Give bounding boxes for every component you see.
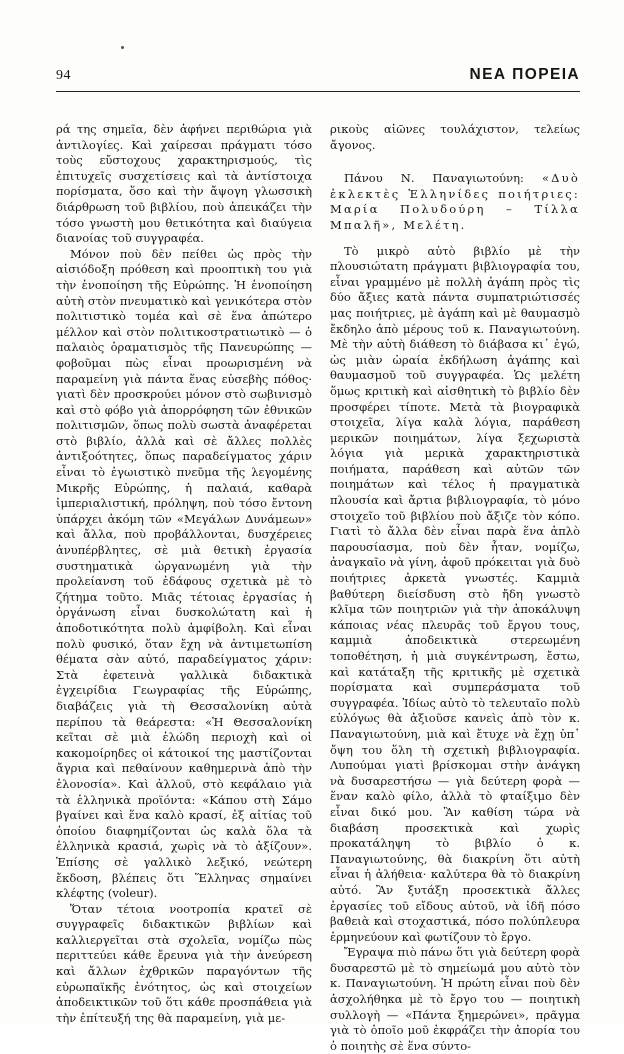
left-paragraph-2: Μόνον ποὺ δὲν πείθει ὡς πρὸς τὴν αἰσιόδοξη πρόθεση καὶ προοπτικὴ του γιὰ τὴν ἑνοποίηση τῆς Εὐρώπης. Ἡ ἑνοποίηση αὐτὴ στὸν πνευματικὸ καὶ γενικότερα στὸν πολιτιστικὸ τομέα καὶ σὲ ἕνα ἀπώτερο μέλλον καὶ στὸν πολιτικοστρατιωτικὸ — ὁ παλαιὸς ὁραματισμὸς τῆς Πανευρώπης — φοβοῦμαι πὼς εἶναι προωρισμένη νὰ παραμείνη γιὰ πάντα ἕνας εὐσεβὴς πόθος· γιατὶ δὲν προσκρούει μόνον στὸ σωβινισμὸ καὶ στὸ φόβο γιὰ ἀπορρόφηση τῶν ἐθνικῶν πολιτισμῶν, ὅπως πολὺ σωστὰ ἀναφέρεται στὸ βιβλίο, ἀλλὰ καὶ σὲ ἄλλες πολλὲς ἀντιξοότητες, ὅπως παραδείγματος χάριν εἶναι τὸ ἐγωιστικὸ πνεῦμα τῆς λεγομένης Μικρῆς Εὐρώπης, ἡ παλαιά, καθαρὰ ἰμπεριαλιστική, πρόληψη, ποὺ τόσο ἔντονη ὑπάρχει ἀκόμη τῶν «Μεγάλων Δυνάμεων» καὶ ἄλλα, ποὺ προβάλλονται, δυσχέρειες ἀνυπέρβλητες, σὲ μιὰ θετικὴ ἐργασία συστηματικὰ ὠργανωμένη γιὰ τὴν προλείανση τοῦ ἐδάφους σχετικὰ μὲ τὸ ζήτημα τοῦτο. Μιᾶς τέτοιας ἐργασίας ἡ ὀργάνωση εἶναι δυσκολώτατη καὶ ἡ ἀποδοτικότητα πολὺ ἀμφίβολη. Καὶ εἶναι πολὺ φυσικό, ὅταν ἔχη νὰ ἀντιμετωπίση θέματα σὰν αὐτό, παραδείγματος χάριν: Στὰ ἐφετεινὰ γαλλικὰ διδακτικὰ ἐγχειρίδια Γεωγραφίας τῆς Εὐρώπης, διαβάζεις γιὰ τὴ Θεσσαλονίκη αὐτὰ περίπου τὰ θεάρεστα: «Ἡ Θεσσαλονίκη κεῖται σὲ μιὰ ἑλώδη περιοχὴ καὶ οἱ κακομοίρηδες οἱ κάτοικοί της μαστίζονται ἄγρια καὶ πεθαίνουν καθημερινὰ ἀπὸ τὴν ἑλονοσία». Καὶ ἀλλοῦ, στὸ κεφάλαιο γιὰ τὰ ἑλληνικὰ προϊόντα: «Κάπου στὴ Σάμο βγαίνει καὶ ἕνα καλὸ κρασί, ἐξ αἰτίας τοῦ ὁποίου διαφημίζονται ὡς καλὰ ὅλα τὰ ἑλληνικὰ κρασιά, χωρὶς νὰ τὸ ἀξίζουν». Ἐπίσης σὲ γαλλικὸ λεξικό, νεώτερη ἔκδοση, βλέπεις ὅτι Ἕλληνας σημαίνει κλέφτης (voleur). [56, 246, 312, 901]
page-number: 94 [56, 68, 71, 83]
print-speck [121, 46, 124, 49]
review-book-title: «Δυὸ ἐκλεκτὲς Ἑλληνίδες ποιήτριες: Μαρία Πολυδούρη – Τίλλα Μπαλῆ», Μελέτη. [330, 171, 580, 232]
review-author: Πάνου Ν. Παναγιωτούνη: [344, 171, 524, 186]
right-paragraph-3: Ἔγραψα πιὸ πάνω ὅτι γιὰ δεύτερη φορὰ δυσαρεστῶ μὲ τὸ σημείωμά μου αὐτὸ τὸν κ. Παναγιωτούνη. Ἡ πρώτη εἶναι ποὺ δὲν ἀσχολήθηκα μὲ τὸ ἔργο του — ποιητικὴ συλλογὴ — «Πάντα ξημερώνει», πρᾶγμα γιὰ τὸ ὁποῖο μοῦ ἐκφράζει τὴν ἀπορία του ὁ ποιητὴς σὲ ἕνα σύντο- [330, 945, 580, 1053]
page-header [56, 68, 580, 90]
header-rule [56, 91, 580, 92]
right-paragraph-2: Τὸ μικρὸ αὐτὸ βιβλίο μὲ τὴν πλουσιώτατη πράγματι βιβλιογραφία του, εἶναι γραμμένο μὲ πολλὴ ἀγάπη πρὸς τὶς δύο ἄξιες κατὰ πάντα συμπατριώτισσές μας ποιήτριες, μὲ ἀγάπη καὶ μὲ θαυμασμὸ ἔκδηλο ἀπὸ μέρους τοῦ κ. Παναγιωτούνη. Μὲ τὴν αὐτὴ διάθεση τὸ διάβασα κι᾿ ἐγώ, ὡς μιὰν ὡραία ἐκδήλωση ἀγάπης καὶ θαυμασμοῦ τοῦ συγγραφέα. Ὡς μελέτη ὅμως κριτικὴ καὶ αἰσθητικὴ τὸ βιβλίο δὲν προσφέρει τίποτε. Μετὰ τὰ βιογραφικὰ στοιχεῖα, λίγα καλὰ λόγια, παράθεση μερικῶν ποιημάτων, λίγα ξεχωριστὰ λόγια γιὰ μερικὰ χαρακτηριστικὰ ποιήματα, παράθεση καὶ αὐτῶν τῶν ποιημάτων καὶ τέλος ἡ πραγματικὰ πλουσία καὶ ἄρτια βιβλιογραφία, τὸ μόνο στοιχεῖο τοῦ βιβλίου ποὺ ἄξιζε τὸν κόπο. Γιατὶ τὸ ἄλλα δὲν εἶναι παρὰ ἕνα ἁπλὸ παρουσίασμα, ποὺ δὲν ἦταν, νομίζω, ἀναγκαῖο νὰ γίνη, ἀφοῦ πρόκειται γιὰ δυὸ ποιήτριες ἀρκετὰ γνωστές. Καμμιὰ βαθύτερη διείσδυση στὸ ἤδη γνωστὸ κλῖμα τῶν ποιητριῶν γιὰ τὴν ἀποκάλυψη κάποιας νέας πλευρᾶς τοῦ ἔργου τους, καμμιὰ ἀποδεικτικὰ στερεωμένη τοποθέτηση, ἡ μιὰ συγκέντρωση, ἔστω, καὶ κατάταξη τῆς κριτικῆς μὲ σχετικὰ πορίσματα καὶ συμπεράσματα τοῦ συγγραφέα. Ἰδίως αὐτὸ τὸ τελευταῖο πολὺ εὐλόγως θὰ ἀξιοῦσε κανεὶς ἀπὸ τὸν κ. Παναγιωτούνη, μιὰ καὶ ἔτυχε νὰ ἔχῃ ὑπ᾿ ὄψη του ὅλη τὴ σχετικὴ βιβλιογραφία. Λυπούμαι γιατὶ βρίσκομαι στὴν ἀνάγκη νὰ δυσαρεστήσω — γιὰ δεύτερη φορὰ — ἕναν καλὸ φίλο, ἀλλὰ τὸ φταίξιμο δὲν εἶναι δικό μου. Ἂν καθίση τώρα νὰ διαβάση προσεκτικὰ καὶ χωρὶς προκατάληψη τὸ βιβλίο ὁ κ. Παναγιωτούνης, θὰ διακρίνη ὅτι αὐτὴ εἶναι ἡ ἀλήθεια· καλύτερα θὰ τὸ διακρίνη αὐτό. Ἂν ξυτάξη προσεκτικὰ ἄλλες ἐργασίες τοῦ εἴδους αὐτοῦ, νὰ ἰδῆ πόσο βαθειὰ καὶ στοχαστικά, πόσο πολύπλευρα ἑρμηνεύουν καὶ φωτίζουν τὸ ἔργο. [330, 243, 580, 944]
journal-title: ΝΕΑ ΠΟΡΕΙΑ [469, 66, 580, 83]
left-paragraph-3: Ὅταν τέτοια νοοτροπία κρατεῖ σὲ συγγραφεῖς διδακτικῶν βιβλίων καὶ καλλιεργεῖται στὰ σχολεῖα, νομίζω πὼς περιττεύει κάθε ἔρευνα γιὰ τὴν ἀνεύρεση καὶ ἄλλων ἐχθρικῶν παραγόντων τῆς εὐρωπαϊκῆς ἑνότητος, ὡς καὶ στοιχείων ἀποδεικτικῶν τοῦ ὅτι κάθε προσπάθεια γιὰ τὴν ἐπίτευξή της θὰ παραμείνη, γιὰ με- [56, 901, 312, 1025]
left-paragraph-1: ρά της σημεῖα, δὲν ἀφήνει περιθώρια γιὰ ἀντιλογίες. Καὶ χαίρεσαι πράγματι τόσο τοὺς εὔστοχους χαρακτηρισμούς, τὶς ἐπιτυχεῖς συσχετίσεις καὶ τὰ ἀντίστοιχα πορίσματα, ὅσο καὶ τὴν ἄψογη γλωσσικὴ διάρθρωση τοῦ βιβλίου, ποὺ ἀπεικάζει τὴν τόσο γνωστὴ μου θετικότητα καὶ διαύγεια διανοίας τοῦ συγγραφέα. [56, 122, 312, 246]
right-paragraph-1: ρικοὺς αἰῶνες τουλάχιστον, τελείως ἄγονος. [330, 122, 580, 152]
left-column [56, 122, 312, 1025]
review-bibliographic-entry [330, 171, 580, 233]
right-column [330, 122, 580, 1053]
